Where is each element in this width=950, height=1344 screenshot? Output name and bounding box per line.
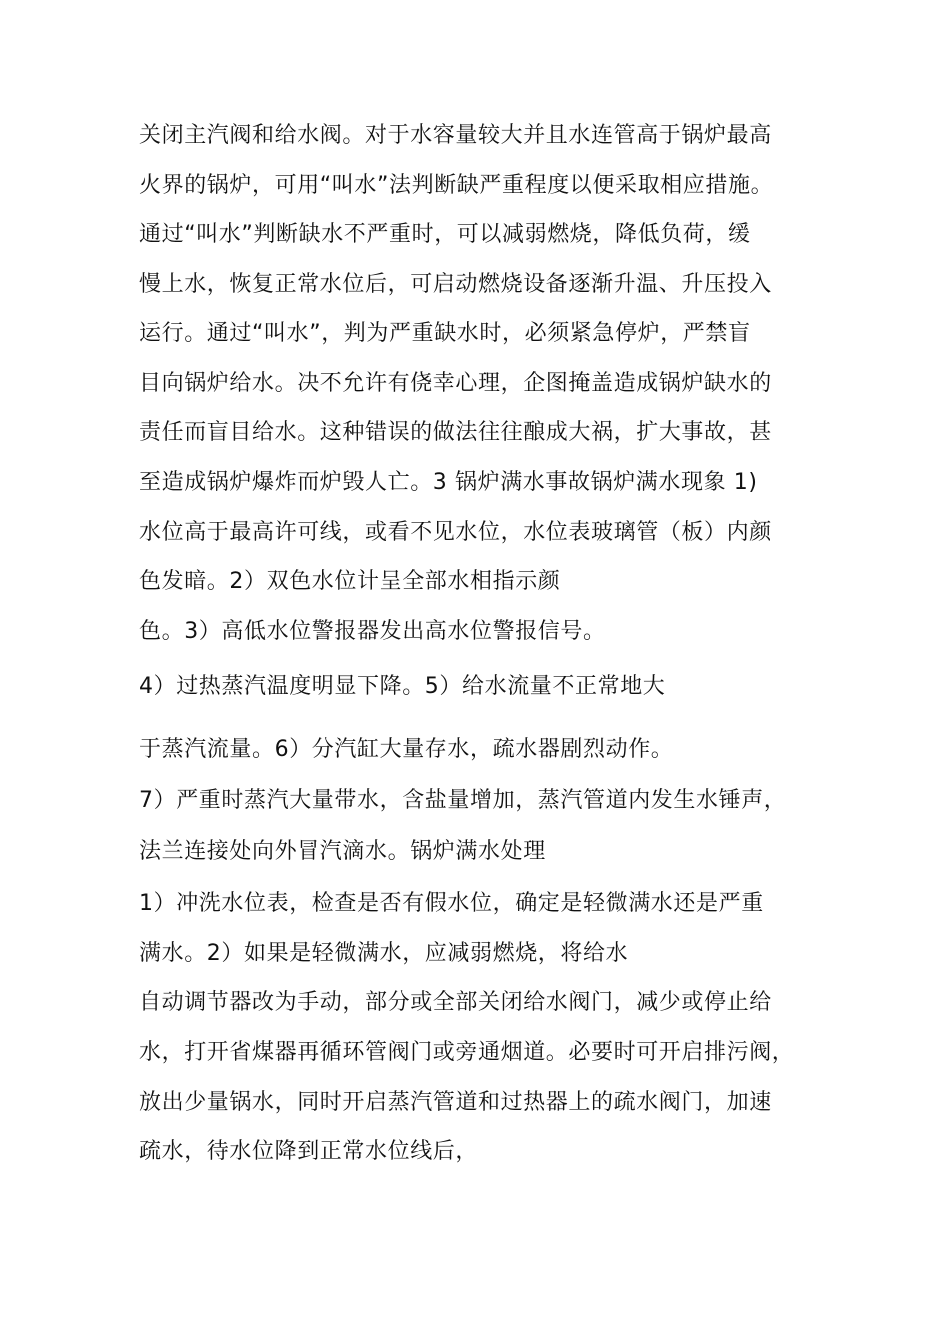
text-line: 色。3）高低水位警报器发出高水位警报信号。 [139,619,606,644]
text-line: 4）过热蒸汽温度明显下降。5）给水流量不正常地大 [139,674,666,699]
text-line: 通过“叫水”判断缺水不严重时，可以减弱燃烧，降低负荷，缓 [139,222,751,247]
text-line: 运行。通过“叫水”，判为严重缺水时，必须紧急停炉，严禁盲 [139,321,751,346]
text-line: 于蒸汽流量。6）分汽缸大量存水，疏水器剧烈动作。 [139,737,674,762]
text-line: 疏水，待水位降到正常水位线后， [139,1139,479,1164]
text-line: 水位高于最高许可线，或看不见水位，水位表玻璃管（板）内颜 [139,520,772,545]
text-line: 慢上水，恢复正常水位后，可启动燃烧设备逐渐升温、升压投入 [139,272,772,297]
text-line: 色发暗。2）双色水位计呈全部水相指示颜 [139,569,561,594]
text-line: 关闭主汽阀和给水阀。对于水容量较大并且水连管高于锅炉最高 [139,123,772,148]
text-line: 法兰连接处向外冒汽滴水。锅炉满水处理 [139,839,546,864]
text-line: 目向锅炉给水。决不允许有侥幸心理，企图掩盖造成锅炉缺水的 [139,371,772,396]
text-line: 自动调节器改为手动，部分或全部关闭给水阀门，减少或停止给 [139,990,772,1015]
text-line: 至造成锅炉爆炸而炉毁人亡。3 锅炉满水事故锅炉满水现象 1) [139,470,758,495]
text-line: 放出少量锅水，同时开启蒸汽管道和过热器上的疏水阀门，加速 [139,1090,772,1115]
text-line: 责任而盲目给水。这种错误的做法往往酿成大祸，扩大事故，甚 [139,420,772,445]
text-line: 7）严重时蒸汽大量带水，含盐量增加，蒸汽管道内发生水锤声， [139,788,787,813]
text-line: 火界的锅炉，可用“叫水”法判断缺严重程度以便采取相应措施。 [139,173,774,198]
text-line: 1）冲洗水位表，检查是否有假水位，确定是轻微满水还是严重 [139,891,764,916]
text-line: 满水。2）如果是轻微满水，应减弱燃烧，将给水 [139,941,629,966]
text-line: 水，打开省煤器再循环管阀门或旁通烟道。必要时可开启排污阀， [139,1040,795,1065]
